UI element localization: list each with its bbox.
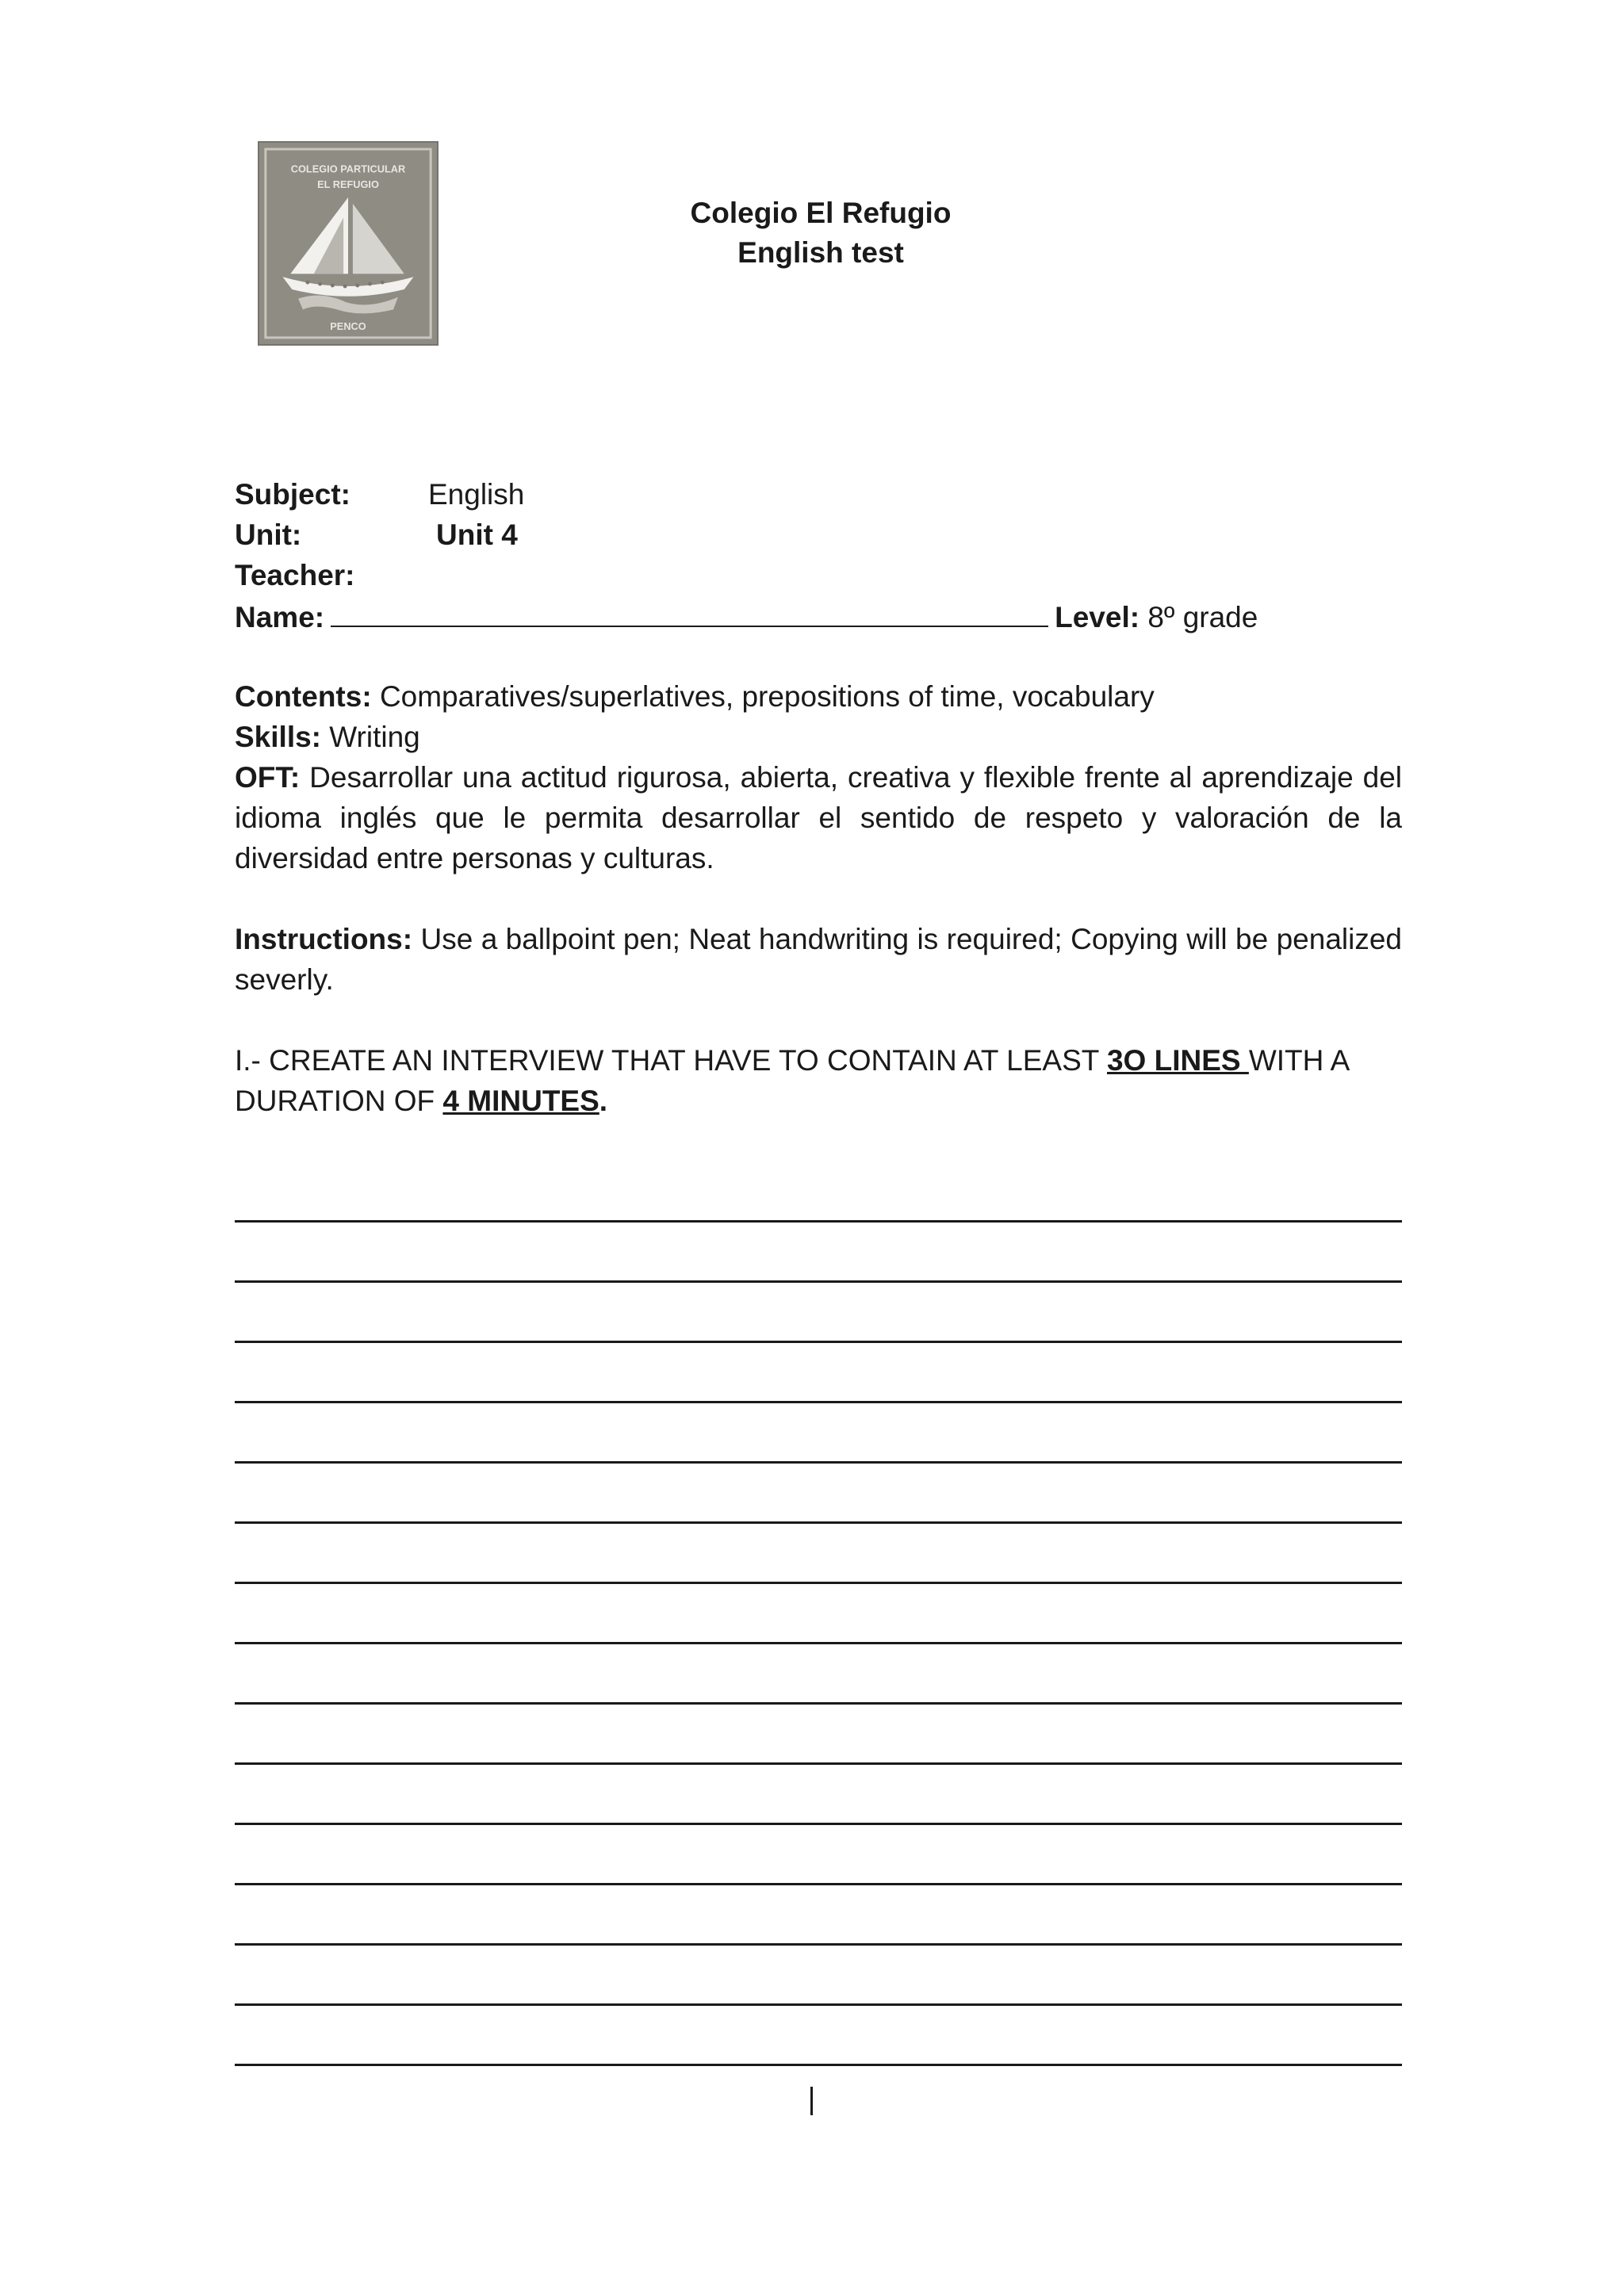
answer-line[interactable]	[235, 2006, 1402, 2066]
subject-value: English	[428, 478, 525, 511]
answer-line[interactable]	[235, 1223, 1402, 1283]
logo-line-1: COLEGIO PARTICULAR	[290, 163, 406, 175]
answer-line[interactable]	[235, 1885, 1402, 1946]
answer-line[interactable]	[235, 1464, 1402, 1524]
contents-line	[235, 676, 1402, 717]
oft-label: OFT:	[235, 761, 301, 794]
task-prefix: I.- CREATE AN INTERVIEW THAT HAVE TO CONTAIN AT LEAST	[235, 1044, 1107, 1077]
instructions-text: Use a ballpoint pen; Neat handwriting is required; Copying will be penalized severly.	[235, 923, 1403, 996]
test-title: English test	[737, 236, 904, 269]
oft-paragraph	[235, 757, 1402, 878]
logo-line-3: PENCO	[330, 320, 366, 333]
answer-line[interactable]	[235, 1705, 1402, 1765]
task-statement	[235, 1040, 1402, 1121]
subject-label: Subject:	[235, 478, 350, 511]
teacher-label: Teacher:	[235, 559, 355, 591]
answer-line[interactable]	[235, 1343, 1402, 1403]
answer-line[interactable]	[235, 1524, 1402, 1584]
answer-line[interactable]	[235, 1644, 1402, 1705]
logo-line-2: EL REFUGIO	[317, 178, 379, 191]
answer-line[interactable]	[235, 1162, 1402, 1223]
answer-line[interactable]	[235, 1765, 1402, 1825]
info-block	[235, 676, 1402, 878]
answer-line[interactable]	[235, 1946, 1402, 2006]
task-middle: WITH A DURATION OF	[235, 1044, 1349, 1117]
sailboat-emblem-icon	[259, 143, 437, 344]
answer-line[interactable]	[235, 1403, 1402, 1464]
name-label: Name:	[235, 601, 325, 633]
answer-line[interactable]	[235, 1825, 1402, 1885]
subject-row	[235, 474, 1402, 515]
teacher-row	[235, 555, 1402, 595]
contents-label: Contents:	[235, 680, 372, 713]
instructions-label: Instructions:	[235, 923, 413, 955]
name-row	[235, 595, 1402, 636]
skills-label: Skills:	[235, 721, 321, 753]
instructions-paragraph	[235, 919, 1402, 1000]
unit-row	[235, 515, 1402, 555]
task-minutes-emphasis: 4 MINUTES	[442, 1085, 599, 1117]
answer-lines	[235, 1162, 1402, 2066]
skills-line	[235, 717, 1402, 757]
task-end: .	[599, 1085, 608, 1117]
level-value: 8º grade	[1147, 601, 1258, 633]
meta-block	[235, 474, 1402, 636]
answer-line[interactable]	[235, 1283, 1402, 1343]
task-lines-emphasis: 3O LINES	[1106, 1044, 1249, 1077]
answer-line[interactable]	[235, 1584, 1402, 1644]
unit-value: Unit 4	[436, 519, 518, 551]
school-name: Colegio El Refugio	[690, 197, 952, 229]
school-logo	[258, 141, 439, 346]
oft-text: Desarrollar una actitud rigurosa, abierta, creativa y flexible frente al aprendizaje del idioma inglés que le permita desarrollar el sentido de respeto y valoración de la diversidad entre personas y culturas.	[235, 761, 1402, 874]
skills-text: Writing	[329, 721, 420, 753]
page-marker	[810, 2087, 813, 2115]
name-input-line[interactable]	[331, 595, 1048, 627]
unit-label: Unit:	[235, 519, 302, 551]
contents-text: Comparatives/superlatives, prepositions of time, vocabulary	[379, 680, 1155, 713]
level-label: Level:	[1055, 601, 1140, 633]
document-header	[619, 193, 1023, 273]
